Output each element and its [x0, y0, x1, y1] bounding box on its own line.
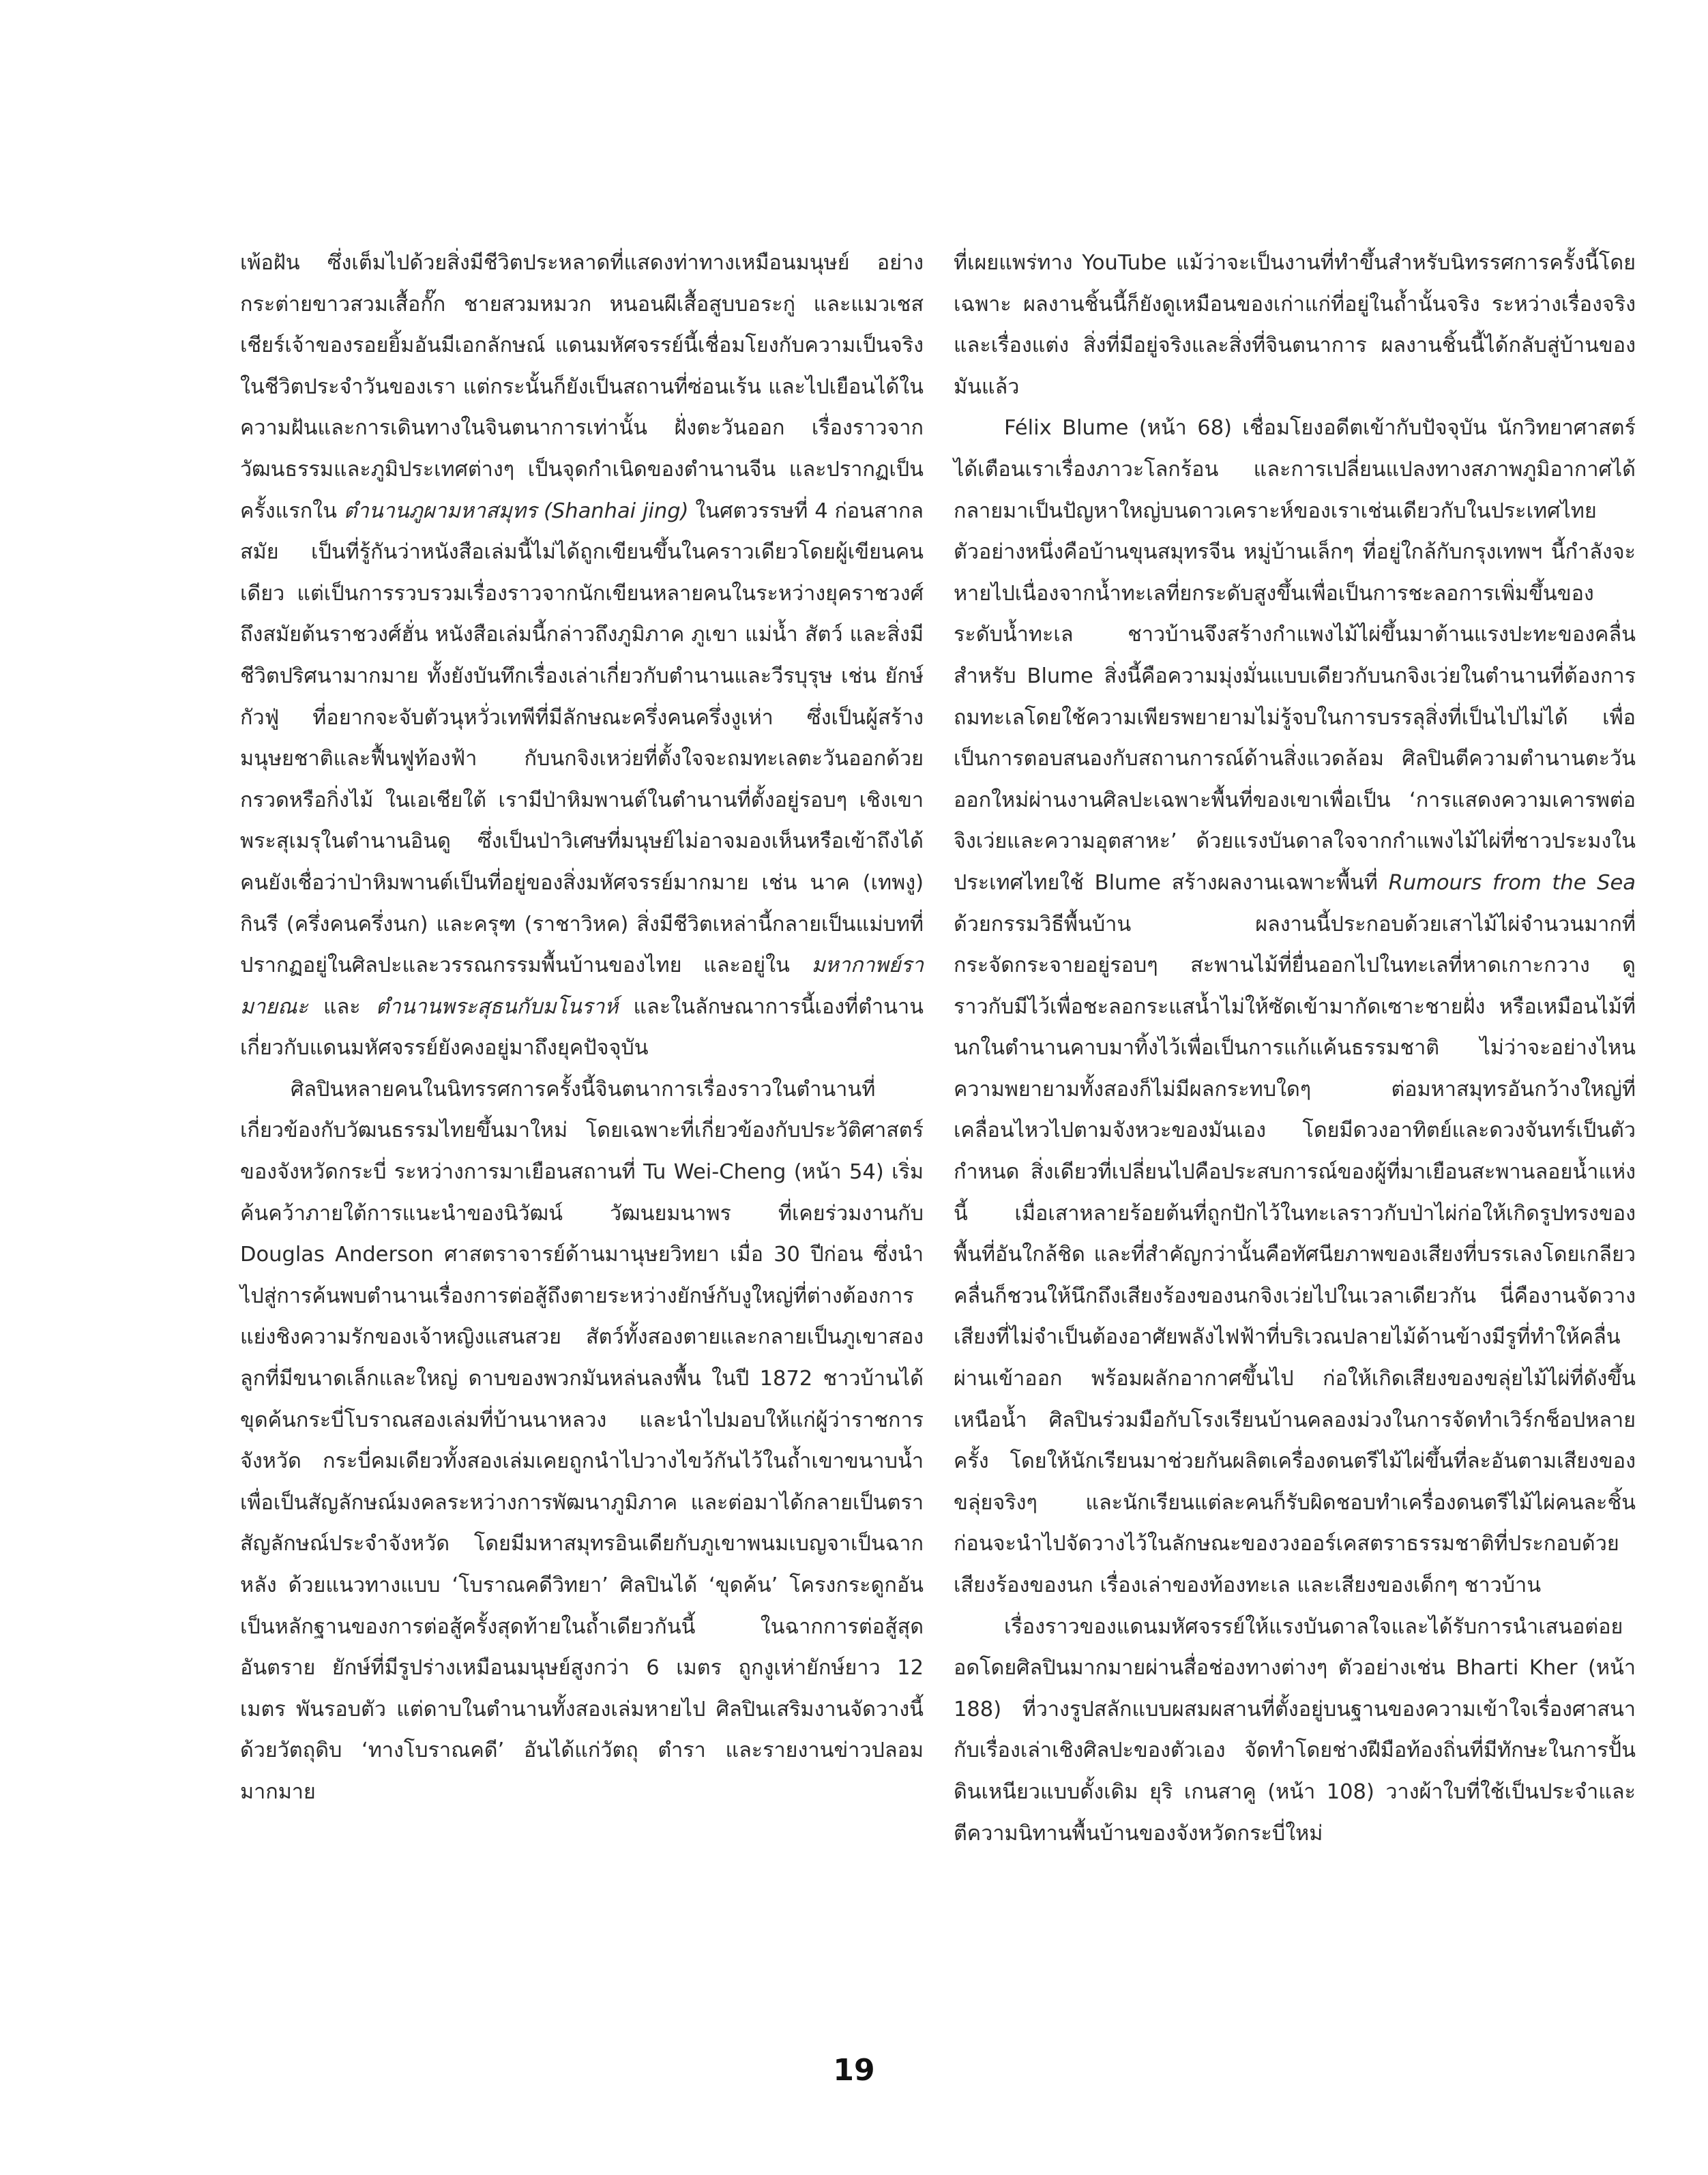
- left-paragraph-1: [240, 243, 924, 1069]
- italic-title-ramayana: มหากาพย์รามายณะ: [240, 953, 924, 1019]
- italic-title-sudhana-manohara: ตำนานพระสุธนกับมโนราห์: [375, 994, 619, 1019]
- text-run: และ: [308, 994, 376, 1019]
- italic-title-rumours-from-the-sea: Rumours from the Sea: [1388, 870, 1636, 895]
- text-run: และในลักษณาการนี้เองที่ตำนานเกี่ยวกับแดนมหัศจรรย์ยังคงอยู่มาถึงยุคปัจจุบัน: [240, 994, 924, 1061]
- right-paragraph-3: เรื่องราวของแดนมหัศจรรย์ให้แรงบันดาลใจและได้รับการนำเสนอต่อยอดโดยศิลปินมากมายผ่านสื่อช่องทางต่างๆ ตัวอย่างเช่น Bharti Kher (หน้า 188) ที่วางรูปสลักแบบผสมผสานที่ตั้งอยู่บนฐานของความเข้าใจเรื่องศาสนากับเรื่องเล่าเชิงศิลปะของตัวเอง จัดทำโดยช่างฝีมือท้องถิ่นที่มีทักษะในการปั้นดินเหนียวแบบดั้งเดิม ยุริ เกนสาคู (หน้า 108) วางผ้าใบที่ใช้เป็นประจำและตีความนิทานพื้นบ้านของจังหวัดกระบี่ใหม่: [954, 1614, 1636, 1846]
- right-text-column: [954, 243, 1636, 1854]
- right-paragraph-2: [954, 408, 1636, 1606]
- text-run: ด้วยกรรมวิธีพื้นบ้าน ผลงานนี้ประกอบด้วยเสาไม้ไผ่จำนวนมากที่กระจัดกระจายอยู่รอบๆ สะพานไม้ที่ยื่นออกไปในทะเลที่หาดเกาะกวาง ดูราวกับมีไว้เพื่อชะลอกระแสน้ำไม่ให้ซัดเข้ามากัดเซาะชายฝั่ง หรือเหมือนไม้ที่นกในตำนานคาบมาทิ้งไว้เพื่อเป็นการแก้แค้นธรรมชาติ ไม่ว่าจะอย่างไหน ความพยายามทั้งสองก็ไม่มีผลกระทบใดๆ ต่อมหาสมุทรอันกว้างใหญ่ที่เคลื่อนไหวไปตามจังหวะของมันเอง โดยมีดวงอาทิตย์และดวงจันทร์เป็นตัวกำหนด สิ่งเดียวที่เปลี่ยนไปคือประสบการณ์ของผู้ที่มาเยือนสะพานลอยน้ำแห่งนี้ เมื่อเสาหลายร้อยต้นที่ถูกปักไว้ในทะเลราวกับป่าไผ่ก่อให้เกิดรูปทรงของพื้นที่อันใกล้ชิด และที่สำคัญกว่านั้นคือทัศนียภาพของเสียงที่บรรเลงโดยเกลียวคลื่นก็ชวนให้นึกถึงเสียงร้องของนกจิงเว่ยไปในเวลาเดียวกัน นี่คืองานจัดวางเสียงที่ไม่จำเป็นต้องอาศัยพลังไฟฟ้าที่บริเวณปลายไม้ด้านข้างมีรูที่ทำให้คลื่นผ่านเข้าออก พร้อมผลักอากาศขึ้นไป ก่อให้เกิดเสียงของขลุ่ยไม้ไผ่ที่ดังขึ้นเหนือน้ำ ศิลปินร่วมมือกับโรงเรียนบ้านคลองม่วงในการจัดทำเวิร์กช็อปหลายครั้ง โดยให้นักเรียนมาช่วยกันผลิตเครื่องดนตรีไม้ไผ่ขึ้นที่ละอันตามเสียงของขลุ่ยจริงๆ และนักเรียนแต่ละคนก็รับผิดชอบทำเครื่องดนตรีไม้ไผ่คนละชิ้น ก่อนจะนำไปจัดวางไว้ในลักษณะของวงออร์เคสตราธรรมชาติที่ประกอบด้วยเสียงร้องของนก เรื่องเล่าของท้องทะเล และเสียงของเด็กๆ ชาวบ้าน: [954, 912, 1636, 1597]
- italic-title-shanhai-jing: ตำนานภูผามหาสมุทร (Shanhai jing): [343, 499, 689, 523]
- right-paragraph-1: ที่เผยแพร่ทาง YouTube แม้ว่าจะเป็นงานที่ทำขึ้นสำหรับนิทรรศการครั้งนี้โดยเฉพาะ ผลงานชิ้นนี้ก็ยังดูเหมือนของเก่าแก่ที่อยู่ในถ้ำนั้นจริง ระหว่างเรื่องจริงและเรื่องแต่ง สิ่งที่มีอยู่จริงและสิ่งที่จินตนาการ ผลงานชิ้นนี้ได้กลับสู่บ้านของมันแล้ว: [954, 251, 1636, 399]
- text-run: เพ้อฝัน ซึ่งเต็มไปด้วยสิ่งมีชีวิตประหลาดที่แสดงท่าทางเหมือนมนุษย์ อย่างกระต่ายขาวสวมเสื้อกั๊ก ชายสวมหมวก หนอนผีเสื้อสูบบอระกู่ และแมวเชสเชียร์เจ้าของรอยยิ้มอันมีเอกลักษณ์ แดนมหัศจรรย์นี้เชื่อมโยงกับความเป็นจริงในชีวิตประจำวันของเรา แต่กระนั้นก็ยังเป็นสถานที่ซ่อนเร้น และไปเยือนได้ในความฝันและการเดินทางในจินตนาการเท่านั้น ฝั่งตะวันออก เรื่องราวจากวัฒนธรรมและภูมิประเทศต่างๆ เป็นจุดกำเนิดของตำนานจีน และปรากฏเป็นครั้งแรกใน: [240, 251, 924, 523]
- text-run: ในศตวรรษที่ 4 ก่อนสากลสมัย เป็นที่รู้กันว่าหนังสือเล่มนี้ไม่ได้ถูกเขียนขึ้นในคราวเดียวโดยผู้เขียนคนเดียว แต่เป็นการรวบรวมเรื่องราวจากนักเขียนหลายคนในระหว่างยุคราชวงศ์ถึงสมัยต้นราชวงศ์ฮั่น หนังสือเล่มนี้กล่าวถึงภูมิภาค ภูเขา แม่น้ำ สัตว์ และสิ่งมีชีวิตปริศนามากมาย ทั้งยังบันทึกเรื่องเล่าเกี่ยวกับตำนานและวีรบุรุษ เช่น ยักษ์กัวฟู่ ที่อยากจะจับตัวนุหวั่วเทพีที่มีลักษณะครึ่งคนครึ่งงูเห่า ซึ่งเป็นผู้สร้างมนุษยชาติและฟื้นฟูท้องฟ้า กับนกจิงเหว่ยที่ตั้งใจจะถมทะเลตะวันออกด้วยกรวดหรือกิ่งไม้ ในเอเชียใต้ เรามีป่าหิมพานต์ในตำนานที่ตั้งอยู่รอบๆ เชิงเขาพระสุเมรุในตำนานอินดู ซึ่งเป็นป่าวิเศษที่มนุษย์ไม่อาจมองเห็นหรือเข้าถึงได้ คนยังเชื่อว่าป่าหิมพานต์เป็นที่อยู่ของสิ่งมหัศจรรย์มากมาย เช่น นาค (เทพงู) กินรี (ครึ่งคนครึ่งนก) และครุฑ (ราชาวิหค) สิ่งมีชีวิตเหล่านี้กลายเป็นแม่บทที่ปรากฏอยู่ในศิลปะและวรรณกรรมพื้นบ้านของไทย และอยู่ใน: [240, 499, 924, 978]
- text-run: Félix Blume (หน้า 68) เชื่อมโยงอดีตเข้ากับปัจจุบัน นักวิทยาศาสตร์ได้เตือนเราเรื่องภาวะโลกร้อน และการเปลี่ยนแปลงทางสภาพภูมิอากาศได้กลายมาเป็นปัญหาใหญ่บนดาวเคราะห์ของเราเช่นเดียวกับในประเทศไทย ตัวอย่างหนึ่งคือบ้านขุนสมุทรจีน หมู่บ้านเล็กๆ ที่อยู่ใกล้กับกรุงเทพฯ นี้กำลังจะหายไปเนื่องจากน้ำทะเลที่ยกระดับสูงขึ้นเพื่อเป็นการชะลอการเพิ่มขึ้นของระดับน้ำทะเล ชาวบ้านจึงสร้างกำแพงไม้ไผ่ขึ้นมาต้านแรงปะทะของคลื่น สำหรับ Blume สิ่งนี้คือความมุ่งมั่นแบบเดียวกับนกจิงเว่ยในตำนานที่ต้องการถมทะเลโดยใช้ความเพียรพยายามไม่รู้จบในการบรรลุสิ่งที่เป็นไปไม่ได้ เพื่อเป็นการตอบสนองกับสถานการณ์ด้านสิ่งแวดล้อม ศิลปินตีความตำนานตะวันออกใหม่ผ่านงานศิลปะเฉพาะพื้นที่ของเขาเพื่อเป็น ‘การแสดงความเคารพต่อจิงเว่ยและความอุตสาหะ’ ด้วยแรงบันดาลใจจากกำแพงไม้ไผ่ที่ชาวประมงในประเทศไทยใช้ Blume สร้างผลงานเฉพาะพื้นที่: [954, 416, 1636, 895]
- left-text-column: [240, 243, 924, 1814]
- left-paragraph-2: ศิลปินหลายคนในนิทรรศการครั้งนี้จินตนาการเรื่องราวในตำนานที่เกี่ยวข้องกับวัฒนธรรมไทยขึ้นมาใหม่ โดยเฉพาะที่เกี่ยวข้องกับประวัติศาสตร์ของจังหวัดกระบี่ ระหว่างการมาเยือนสถานที่ Tu Wei-Cheng (หน้า 54) เริ่มค้นคว้าภายใต้การแนะนำของนิวัฒน์ วัฒนยมนาพร ที่เคยร่วมงานกับ Douglas Anderson ศาสตราจารย์ด้านมานุษยวิทยา เมื่อ 30 ปีก่อน ซึ่งนำไปสู่การค้นพบตำนานเรื่องการต่อสู้ถึงตายระหว่างยักษ์กับงูใหญ่ที่ต่างต้องการแย่งชิงความรักของเจ้าหญิงแสนสวย สัตว์ทั้งสองตายและกลายเป็นภูเขาสองลูกที่มีขนาดเล็กและใหญ่ ดาบของพวกมันหล่นลงพื้น ในปี 1872 ชาวบ้านได้ขุดค้นกระบี่โบราณสองเล่มที่บ้านนาหลวง และนำไปมอบให้แก่ผู้ว่าราชการจังหวัด กระบี่คมเดียวทั้งสองเล่มเคยถูกนำไปวางไขว้กันไว้ในถ้ำเขาขนาบน้ำเพื่อเป็นสัญลักษณ์มงคลระหว่างการพัฒนาภูมิภาค และต่อมาได้กลายเป็นตราสัญลักษณ์ประจำจังหวัด โดยมีมหาสมุทรอินเดียกับภูเขาพนมเบญจาเป็นฉากหลัง ด้วยแนวทางแบบ ‘โบราณคดีวิทยา’ ศิลปินได้ ‘ขุดค้น’ โครงกระดูกอันเป็นหลักฐานของการต่อสู้ครั้งสุดท้ายในถ้ำเดียวกันนี้ ในฉากการต่อสู้สุดอันตราย ยักษ์ที่มีรูปร่างเหมือนมนุษย์สูงกว่า 6 เมตร ถูกงูเห่ายักษ์ยาว 12 เมตร พันรอบตัว แต่ดาบในตำนานทั้งสองเล่มหายไป ศิลปินเสริมงานจัดวางนี้ด้วยวัตถุดิบ ‘ทางโบราณคดี’ อันได้แก่วัตถุ ตำรา และรายงานข่าวปลอมมากมาย: [240, 1077, 924, 1804]
- page-number: 19: [833, 2053, 875, 2088]
